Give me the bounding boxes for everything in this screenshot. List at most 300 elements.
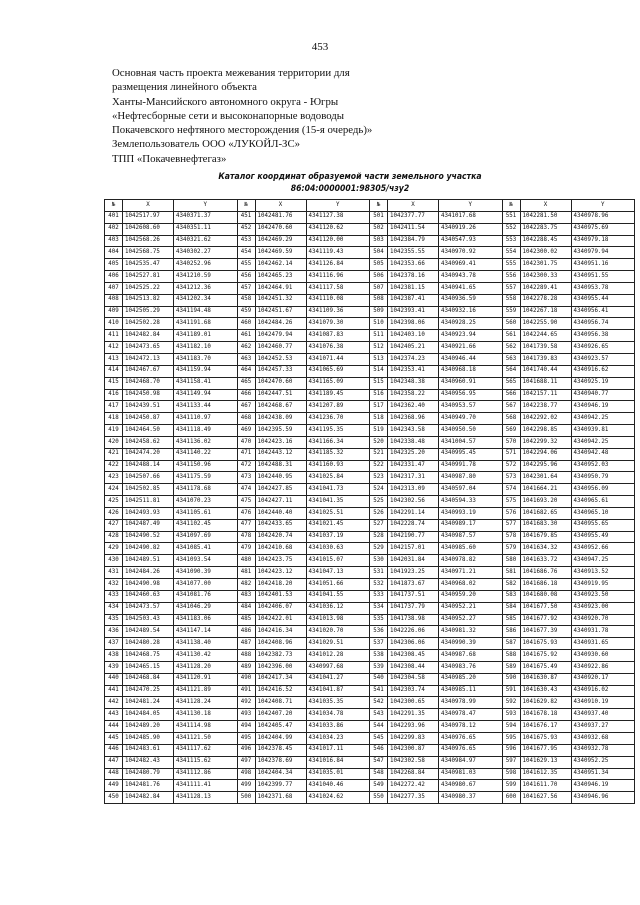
x-coordinate-cell: 1042420.74 (255, 531, 306, 543)
point-number-cell: 469 (237, 425, 255, 437)
y-coordinate-cell: 4340943.78 (439, 271, 503, 283)
y-coordinate-cell: 4341119.43 (306, 247, 370, 259)
point-number-cell: 548 (370, 768, 388, 780)
point-number-cell: 453 (237, 235, 255, 247)
y-coordinate-cell: 4341046.29 (174, 602, 238, 614)
point-number-cell: 457 (237, 282, 255, 294)
y-coordinate-cell: 4341121.50 (174, 732, 238, 744)
y-coordinate-cell: 4340953.78 (571, 282, 635, 294)
x-coordinate-cell: 1042440.95 (255, 472, 306, 484)
table-row (105, 294, 635, 306)
y-coordinate-cell: 4340925.19 (571, 377, 635, 389)
y-coordinate-cell: 4340302.27 (174, 247, 238, 259)
x-coordinate-cell: 1042481.76 (123, 780, 174, 792)
y-coordinate-cell: 4341120.00 (306, 235, 370, 247)
y-coordinate-cell: 4340950.50 (439, 425, 503, 437)
x-coordinate-cell: 1042244.65 (520, 330, 571, 342)
x-coordinate-cell: 1042482.84 (123, 330, 174, 342)
x-coordinate-cell: 1042291.14 (388, 507, 439, 519)
y-coordinate-cell: 4340939.81 (571, 425, 635, 437)
y-coordinate-cell: 4340923.57 (571, 353, 635, 365)
y-coordinate-cell: 4340940.77 (571, 389, 635, 401)
x-coordinate-cell: 1042503.43 (123, 614, 174, 626)
y-coordinate-cell: 4340952.03 (571, 460, 635, 472)
y-coordinate-cell: 4341160.93 (306, 460, 370, 472)
table-row (105, 330, 635, 342)
table-row (105, 673, 635, 685)
y-coordinate-cell: 4341120.91 (174, 673, 238, 685)
x-coordinate-cell: 1042157.01 (388, 543, 439, 555)
point-number-cell: 503 (370, 235, 388, 247)
point-number-cell: 421 (105, 448, 123, 460)
x-coordinate-cell: 1042289.41 (520, 282, 571, 294)
point-number-cell: 484 (237, 602, 255, 614)
y-coordinate-cell: 4341133.44 (174, 401, 238, 413)
y-coordinate-cell: 4340930.60 (571, 650, 635, 662)
point-number-cell: 498 (237, 768, 255, 780)
table-row (105, 697, 635, 709)
y-coordinate-cell: 4340952.27 (439, 614, 503, 626)
x-coordinate-cell: 1042468.75 (123, 650, 174, 662)
y-coordinate-cell: 4340916.62 (571, 365, 635, 377)
y-coordinate-cell: 4340970.92 (439, 247, 503, 259)
y-coordinate-cell: 4340976.65 (439, 732, 503, 744)
x-coordinate-cell: 1042439.51 (123, 401, 174, 413)
table-row (105, 602, 635, 614)
y-coordinate-cell: 4341016.84 (306, 756, 370, 768)
x-coordinate-cell: 1042378.69 (255, 756, 306, 768)
y-coordinate-cell: 4341126.84 (306, 259, 370, 271)
y-coordinate-cell: 4341033.86 (306, 721, 370, 733)
point-number-cell: 570 (502, 436, 520, 448)
y-coordinate-cell: 4341047.13 (306, 567, 370, 579)
y-coordinate-cell: 4341035.35 (306, 697, 370, 709)
x-coordinate-cell: 1042460.77 (255, 342, 306, 354)
x-coordinate-cell: 1041675.49 (520, 661, 571, 673)
point-number-cell: 506 (370, 271, 388, 283)
table-row (105, 579, 635, 591)
x-coordinate-cell: 1042301.64 (520, 472, 571, 484)
x-coordinate-cell: 1041737.51 (388, 590, 439, 602)
x-coordinate-cell: 1042490.82 (123, 543, 174, 555)
y-coordinate-cell: 4341150.96 (174, 460, 238, 472)
x-coordinate-cell: 1042278.28 (520, 294, 571, 306)
y-coordinate-cell: 4341175.59 (174, 472, 238, 484)
table-row (105, 306, 635, 318)
table-row (105, 365, 635, 377)
y-coordinate-cell: 4340932.68 (571, 732, 635, 744)
y-coordinate-cell: 4341076.38 (306, 342, 370, 354)
x-coordinate-cell: 1042438.09 (255, 413, 306, 425)
y-coordinate-cell: 4340995.45 (439, 448, 503, 460)
x-coordinate-cell: 1042460.63 (123, 590, 174, 602)
point-number-cell: 517 (370, 401, 388, 413)
x-coordinate-cell: 1042485.90 (123, 732, 174, 744)
x-coordinate-cell: 1042348.38 (388, 377, 439, 389)
point-number-cell: 412 (105, 342, 123, 354)
y-coordinate-cell: 4340978.82 (439, 555, 503, 567)
x-coordinate-cell: 1042490.52 (123, 531, 174, 543)
x-coordinate-cell: 1042404.99 (255, 732, 306, 744)
x-coordinate-cell: 1041629.82 (520, 697, 571, 709)
x-coordinate-cell: 1042443.12 (255, 448, 306, 460)
point-number-cell: 468 (237, 413, 255, 425)
x-coordinate-cell: 1042427.85 (255, 484, 306, 496)
x-coordinate-cell: 1042517.97 (123, 211, 174, 223)
table-row (105, 768, 635, 780)
point-number-cell: 549 (370, 780, 388, 792)
table-row (105, 507, 635, 519)
point-number-cell: 437 (105, 638, 123, 650)
x-coordinate-cell: 1042433.65 (255, 519, 306, 531)
point-number-cell: 590 (502, 673, 520, 685)
x-coordinate-cell: 1042502.85 (123, 484, 174, 496)
x-coordinate-cell: 1042481.76 (255, 211, 306, 223)
x-coordinate-cell: 1042382.73 (255, 650, 306, 662)
point-number-cell: 557 (502, 282, 520, 294)
x-coordinate-cell: 1042525.22 (123, 282, 174, 294)
y-coordinate-cell: 4341041.55 (306, 590, 370, 602)
point-number-cell: 520 (370, 436, 388, 448)
x-coordinate-cell: 1042353.41 (388, 365, 439, 377)
x-coordinate-cell: 1042452.53 (255, 353, 306, 365)
x-coordinate-cell: 1042502.28 (123, 318, 174, 330)
column-header: X (520, 200, 571, 212)
y-coordinate-cell: 4340952.21 (439, 602, 503, 614)
x-coordinate-cell: 1042267.18 (520, 306, 571, 318)
y-coordinate-cell: 4340985.20 (439, 673, 503, 685)
x-coordinate-cell: 1042488.14 (123, 460, 174, 472)
table-row (105, 756, 635, 768)
table-row (105, 235, 635, 247)
point-number-cell: 563 (502, 353, 520, 365)
y-coordinate-cell: 4340946.44 (439, 353, 503, 365)
point-number-cell: 528 (370, 531, 388, 543)
y-coordinate-cell: 4340923.94 (439, 330, 503, 342)
table-row (105, 436, 635, 448)
y-coordinate-cell: 4341183.70 (174, 353, 238, 365)
x-coordinate-cell: 1041740.44 (520, 365, 571, 377)
y-coordinate-cell: 4340594.33 (439, 496, 503, 508)
point-number-cell: 525 (370, 496, 388, 508)
x-coordinate-cell: 1042487.49 (123, 519, 174, 531)
point-number-cell: 515 (370, 377, 388, 389)
table-row (105, 614, 635, 626)
y-coordinate-cell: 4340991.78 (439, 460, 503, 472)
point-number-cell: 489 (237, 661, 255, 673)
x-coordinate-cell: 1041677.50 (520, 602, 571, 614)
point-number-cell: 552 (502, 223, 520, 235)
x-coordinate-cell: 1042470.25 (123, 685, 174, 697)
x-coordinate-cell: 1042228.74 (388, 519, 439, 531)
column-header: Y (174, 200, 238, 212)
y-coordinate-cell: 4340953.57 (439, 401, 503, 413)
point-number-cell: 409 (105, 306, 123, 318)
point-number-cell: 586 (502, 626, 520, 638)
point-number-cell: 488 (237, 650, 255, 662)
x-coordinate-cell: 1041688.11 (520, 377, 571, 389)
x-coordinate-cell: 1042393.41 (388, 306, 439, 318)
x-coordinate-cell: 1041739.83 (520, 353, 571, 365)
point-number-cell: 418 (105, 413, 123, 425)
point-number-cell: 428 (105, 531, 123, 543)
point-number-cell: 582 (502, 579, 520, 591)
point-number-cell: 425 (105, 496, 123, 508)
document-header (112, 66, 552, 166)
x-coordinate-cell: 1042493.93 (123, 507, 174, 519)
y-coordinate-cell: 4340922.86 (571, 661, 635, 673)
point-number-cell: 413 (105, 353, 123, 365)
x-coordinate-cell: 1042451.32 (255, 294, 306, 306)
point-number-cell: 462 (237, 342, 255, 354)
x-coordinate-cell: 1042465.15 (123, 661, 174, 673)
point-number-cell: 475 (237, 496, 255, 508)
y-coordinate-cell: 4341093.54 (174, 555, 238, 567)
x-coordinate-cell: 1042473.65 (123, 342, 174, 354)
y-coordinate-cell: 4340987.68 (439, 650, 503, 662)
x-coordinate-cell: 1042331.47 (388, 460, 439, 472)
table-row (105, 638, 635, 650)
x-coordinate-cell: 1042317.31 (388, 472, 439, 484)
point-number-cell: 477 (237, 519, 255, 531)
point-number-cell: 430 (105, 555, 123, 567)
table-row (105, 709, 635, 721)
catalog-title (170, 171, 530, 195)
point-number-cell: 419 (105, 425, 123, 437)
point-number-cell: 450 (105, 792, 123, 804)
y-coordinate-cell: 4341116.96 (306, 271, 370, 283)
point-number-cell: 526 (370, 507, 388, 519)
x-coordinate-cell: 1042399.77 (255, 780, 306, 792)
y-coordinate-cell: 4341165.09 (306, 377, 370, 389)
table-row (105, 425, 635, 437)
point-number-cell: 514 (370, 365, 388, 377)
x-coordinate-cell: 1041630.43 (520, 685, 571, 697)
y-coordinate-cell: 4340971.21 (439, 567, 503, 579)
table-row (105, 519, 635, 531)
point-number-cell: 472 (237, 460, 255, 472)
column-header: X (388, 200, 439, 212)
table-row (105, 590, 635, 602)
point-number-cell: 486 (237, 626, 255, 638)
header-line: Землепользователь ООО «ЛУКОЙЛ-ЗС» (112, 138, 301, 151)
y-coordinate-cell: 4340252.96 (174, 259, 238, 271)
x-coordinate-cell: 1042468.70 (123, 377, 174, 389)
x-coordinate-cell: 1042358.22 (388, 389, 439, 401)
y-coordinate-cell: 4341210.59 (174, 271, 238, 283)
point-number-cell: 594 (502, 721, 520, 733)
x-coordinate-cell: 1041680.08 (520, 590, 571, 602)
table-row (105, 685, 635, 697)
point-number-cell: 485 (237, 614, 255, 626)
y-coordinate-cell: 4341070.23 (174, 496, 238, 508)
x-coordinate-cell: 1042291.35 (388, 709, 439, 721)
x-coordinate-cell: 1042423.12 (255, 567, 306, 579)
x-coordinate-cell: 1042395.59 (255, 425, 306, 437)
y-coordinate-cell: 4340980.37 (439, 792, 503, 804)
point-number-cell: 598 (502, 768, 520, 780)
y-coordinate-cell: 4341112.86 (174, 768, 238, 780)
point-number-cell: 497 (237, 756, 255, 768)
y-coordinate-cell: 4341020.70 (306, 626, 370, 638)
x-coordinate-cell: 1042568.26 (123, 235, 174, 247)
x-coordinate-cell: 1041679.85 (520, 531, 571, 543)
y-coordinate-cell: 4340955.65 (571, 519, 635, 531)
y-coordinate-cell: 4341212.36 (174, 282, 238, 294)
x-coordinate-cell: 1042458.62 (123, 436, 174, 448)
y-coordinate-cell: 4341097.69 (174, 531, 238, 543)
point-number-cell: 553 (502, 235, 520, 247)
y-coordinate-cell: 4340951.55 (571, 271, 635, 283)
point-number-cell: 441 (105, 685, 123, 697)
y-coordinate-cell: 4341127.38 (306, 211, 370, 223)
y-coordinate-cell: 4341159.94 (174, 365, 238, 377)
y-coordinate-cell: 4341017.11 (306, 744, 370, 756)
y-coordinate-cell: 4340976.65 (439, 744, 503, 756)
point-number-cell: 559 (502, 306, 520, 318)
x-coordinate-cell: 1042483.61 (123, 744, 174, 756)
point-number-cell: 535 (370, 614, 388, 626)
x-coordinate-cell: 1041923.25 (388, 567, 439, 579)
x-coordinate-cell: 1042301.75 (520, 259, 571, 271)
y-coordinate-cell: 4340941.65 (439, 282, 503, 294)
point-number-cell: 547 (370, 756, 388, 768)
y-coordinate-cell: 4340978.96 (571, 211, 635, 223)
y-coordinate-cell: 4341185.32 (306, 448, 370, 460)
table-row (105, 413, 635, 425)
y-coordinate-cell: 4340951.16 (571, 259, 635, 271)
y-coordinate-cell: 4341040.46 (306, 780, 370, 792)
column-header: Y (571, 200, 635, 212)
point-number-cell: 562 (502, 342, 520, 354)
column-header: № (105, 200, 123, 212)
y-coordinate-cell: 4341004.57 (439, 436, 503, 448)
point-number-cell: 599 (502, 780, 520, 792)
x-coordinate-cell: 1042404.34 (255, 768, 306, 780)
x-coordinate-cell: 1042338.48 (388, 436, 439, 448)
x-coordinate-cell: 1042513.82 (123, 294, 174, 306)
x-coordinate-cell: 1041612.35 (520, 768, 571, 780)
point-number-cell: 435 (105, 614, 123, 626)
x-coordinate-cell: 1041873.67 (388, 579, 439, 591)
table-row (105, 259, 635, 271)
point-number-cell: 443 (105, 709, 123, 721)
table-row (105, 223, 635, 235)
y-coordinate-cell: 4341030.63 (306, 543, 370, 555)
y-coordinate-cell: 4341029.51 (306, 638, 370, 650)
y-coordinate-cell: 4340923.50 (571, 590, 635, 602)
point-number-cell: 436 (105, 626, 123, 638)
point-number-cell: 482 (237, 579, 255, 591)
x-coordinate-cell: 1042423.75 (255, 555, 306, 567)
point-number-cell: 424 (105, 484, 123, 496)
point-number-cell: 401 (105, 211, 123, 223)
catalog-title-line: 86:04:0000001:98305/чзу2 (290, 184, 410, 194)
y-coordinate-cell: 4340984.97 (439, 756, 503, 768)
point-number-cell: 561 (502, 330, 520, 342)
point-number-cell: 463 (237, 353, 255, 365)
point-number-cell: 529 (370, 543, 388, 555)
point-number-cell: 585 (502, 614, 520, 626)
y-coordinate-cell: 4340932.16 (439, 306, 503, 318)
x-coordinate-cell: 1042308.44 (388, 661, 439, 673)
y-coordinate-cell: 4340956.41 (571, 306, 635, 318)
y-coordinate-cell: 4341041.87 (306, 685, 370, 697)
x-coordinate-cell: 1042417.34 (255, 673, 306, 685)
y-coordinate-cell: 4341128.13 (174, 792, 238, 804)
column-header: № (502, 200, 520, 212)
x-coordinate-cell: 1042295.96 (520, 460, 571, 472)
point-number-cell: 478 (237, 531, 255, 543)
y-coordinate-cell: 4340987.57 (439, 531, 503, 543)
point-number-cell: 592 (502, 697, 520, 709)
x-coordinate-cell: 1042474.20 (123, 448, 174, 460)
y-coordinate-cell: 4341071.44 (306, 353, 370, 365)
x-coordinate-cell: 1042293.96 (388, 721, 439, 733)
x-coordinate-cell: 1042401.53 (255, 590, 306, 602)
y-coordinate-cell: 4340978.12 (439, 721, 503, 733)
x-coordinate-cell: 1042416.52 (255, 685, 306, 697)
x-coordinate-cell: 1042408.96 (255, 638, 306, 650)
point-number-cell: 518 (370, 413, 388, 425)
point-number-cell: 487 (237, 638, 255, 650)
x-coordinate-cell: 1042472.13 (123, 353, 174, 365)
y-coordinate-cell: 4341189.01 (174, 330, 238, 342)
header-line: ТПП «Покачевнефтегаз» (112, 152, 227, 165)
y-coordinate-cell: 4340960.91 (439, 377, 503, 389)
x-coordinate-cell: 1041675.93 (520, 732, 571, 744)
point-number-cell: 449 (105, 780, 123, 792)
x-coordinate-cell: 1041739.58 (520, 342, 571, 354)
x-coordinate-cell: 1042304.58 (388, 673, 439, 685)
x-coordinate-cell: 1042288.45 (520, 235, 571, 247)
x-coordinate-cell: 1042407.20 (255, 709, 306, 721)
y-coordinate-cell: 4340951.34 (571, 768, 635, 780)
y-coordinate-cell: 4341114.98 (174, 721, 238, 733)
point-number-cell: 533 (370, 590, 388, 602)
column-header: № (237, 200, 255, 212)
x-coordinate-cell: 1042490.98 (123, 579, 174, 591)
point-number-cell: 415 (105, 377, 123, 389)
x-coordinate-cell: 1042418.20 (255, 579, 306, 591)
table-row (105, 531, 635, 543)
y-coordinate-cell: 4340965.10 (571, 507, 635, 519)
y-coordinate-cell: 4340371.37 (174, 211, 238, 223)
y-coordinate-cell: 4340946.19 (571, 401, 635, 413)
y-coordinate-cell: 4341130.42 (174, 650, 238, 662)
y-coordinate-cell: 4340965.61 (571, 496, 635, 508)
y-coordinate-cell: 4340956.38 (571, 330, 635, 342)
x-coordinate-cell: 1042505.29 (123, 306, 174, 318)
table-row (105, 484, 635, 496)
point-number-cell: 571 (502, 448, 520, 460)
table-row (105, 496, 635, 508)
point-number-cell: 406 (105, 271, 123, 283)
header-line: размещения линейного объекта (112, 81, 257, 94)
x-coordinate-cell: 1042398.06 (388, 318, 439, 330)
point-number-cell: 576 (502, 507, 520, 519)
x-coordinate-cell: 1041611.70 (520, 780, 571, 792)
x-coordinate-cell: 1042300.02 (520, 247, 571, 259)
y-coordinate-cell: 4341025.84 (306, 472, 370, 484)
x-coordinate-cell: 1042302.56 (388, 496, 439, 508)
x-coordinate-cell: 1042299.32 (520, 436, 571, 448)
point-number-cell: 596 (502, 744, 520, 756)
point-number-cell: 427 (105, 519, 123, 531)
y-coordinate-cell: 4341087.83 (306, 330, 370, 342)
table-row (105, 401, 635, 413)
x-coordinate-cell: 1041686.18 (520, 579, 571, 591)
